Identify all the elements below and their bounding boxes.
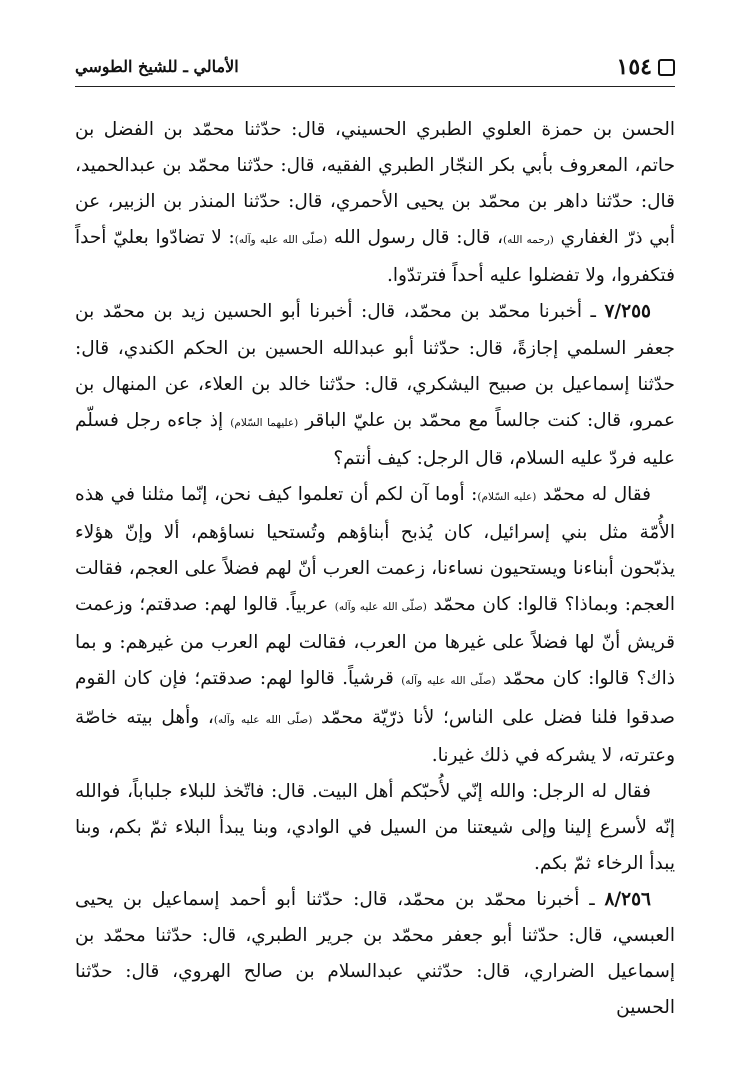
hadith-number: ٧/٢٥٥ (604, 301, 651, 323)
page-body (75, 112, 675, 1026)
text-run: إذ جاءه رجل فسلّم عليه فردّ عليه السلام، قال الرجل: كيف أنتم؟ (75, 409, 675, 469)
page-header (75, 52, 675, 87)
text-run: : لا تضادّوا بعليّ أحداً فتكفروا، ولا تفضلوا عليه أحداً فترتدّوا. (75, 227, 675, 287)
paragraph-hadith-255 (75, 294, 675, 476)
text-run: : أوما آن لكم أن تعلموا كيف نحن، إنّما مثلنا في هذه الأُمّة مثل بني إسرائيل، كان يُذبح أبناؤهم وتُستحيا نساؤهم، ألا وإنّ هؤلاء يذبّحون أبناءنا ويستحيون نساءنا، زعمت العرب أنّ لهم فضلاً على العجم، فقالت العجم: وبماذا؟ قالوا: كان محمّد (75, 483, 675, 616)
text-run: فقال له الرجل: والله إنّي لأُحبّكم أهل البيت. قال: فاتّخذ للبلاء جلباباً، فوالله إنّه لأسرع إلينا وإلى شيعتنا من السيل في الوادي، وبنا يبدأ البلاء ثمّ بكم، وبنا يبدأ الرخاء ثمّ بكم. (75, 780, 675, 874)
honorific: (صلّى الله عليه وآله) (401, 675, 496, 688)
page-marker-icon (658, 59, 675, 76)
hadith-number: ٨/٢٥٦ (604, 888, 651, 910)
text-run: الحسن بن حمزة العلوي الطبري الحسيني، قال: حدّثنا محمّد بن الفضل بن حاتم، المعروف بأبي بكر النجّار الطبري الفقيه، قال: حدّثنا محمّد بن عبدالحميد، قال: حدّثنا داهر بن محمّد بن يحيى الأحمري، قال: حدّثنا المنذر بن الزبير، عن أبي ذرّ الغفاري (75, 119, 676, 249)
paragraph-hadith-256 (75, 882, 675, 1026)
honorific: (عليه السّلام) (477, 490, 537, 503)
honorific: (صلّى الله عليه وآله) (213, 713, 313, 726)
honorific: (صلّى الله عليه وآله) (334, 601, 427, 614)
text-run: عربياً. قالوا لهم: صدقتم؛ وزعمت قريش أنّ لها فضلاً على غيرها من العرب، فقالت لهم العرب من غيرهم: و بما ذاك؟ قالوا: كان محمّد (75, 594, 675, 690)
paragraph-1 (75, 112, 675, 294)
honorific: (رحمه الله) (503, 234, 554, 247)
text-run: ، وأهل بيته خاصّة وعترته، لا يشركه في ذلك غيرنا. (75, 706, 675, 766)
paragraph-3 (75, 477, 675, 774)
page-number-block (617, 54, 675, 80)
paragraph-4 (75, 774, 675, 882)
text-run: ـ أخبرنا محمّد بن محمّد، قال: أخبرنا أبو الحسين زيد بن محمّد بن جعفر السلمي إجازةً، قال: حدّثنا أبو عبدالله الحسين بن الحكم الكندي، قال: حدّثنا إسماعيل بن صبيح اليشكري، قال: حدّثنا خالد بن العلاء، عن المنهال بن عمرو، قال: كنت جالساً مع محمّد بن عليّ الباقر (75, 301, 675, 431)
page-number: ١٥٤ (616, 54, 652, 80)
text-run: قرشياً. قالوا لهم: صدقتم؛ فإن كان القوم صدقوا فلنا فضل على الناس؛ لأنا ذرّيّة محمّد (75, 668, 675, 728)
honorific: (صلّى الله عليه وآله) (234, 234, 328, 247)
text-run: ، قال: قال رسول الله (333, 227, 504, 249)
running-title: الأمالي ـ للشيخ الطوسي (75, 57, 239, 76)
text-run: ـ أخبرنا محمّد بن محمّد، قال: حدّثنا أبو أحمد إسماعيل بن يحيى العبسي، قال: حدّثنا أبو جعفر محمّد بن جرير الطبري، قال: حدّثنا محمّد بن إسماعيل الضراري، قال: حدّثني عبدالسلام بن صالح الهروي، قال: حدّثنا الحسين (75, 888, 675, 1019)
honorific: (عليهما السّلام) (230, 416, 299, 429)
text-run: فقال له محمّد (542, 483, 651, 505)
